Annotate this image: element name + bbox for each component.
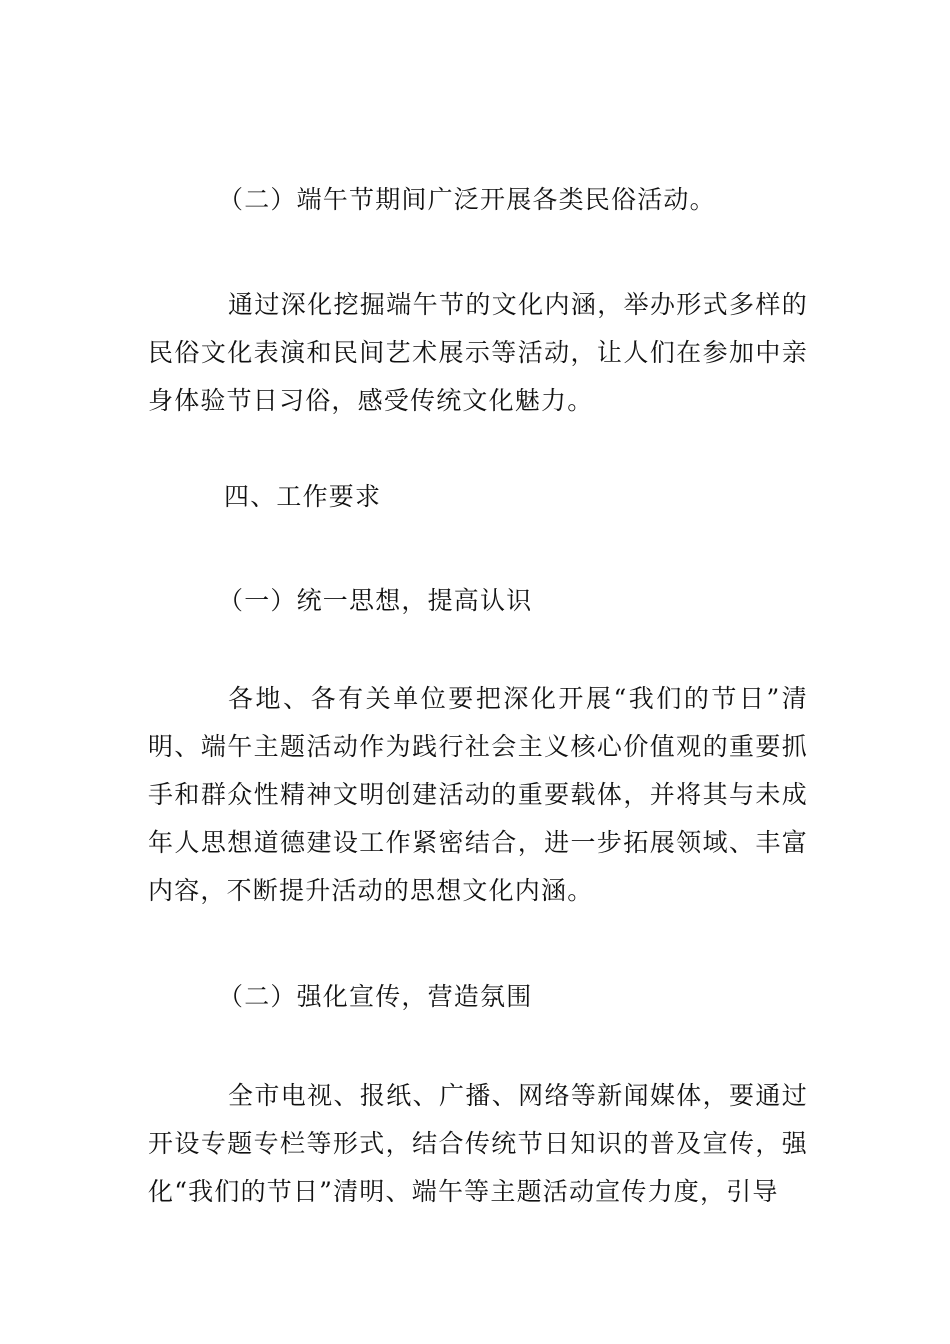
section-heading-work-requirements: 四、工作要求 — [224, 482, 382, 511]
paragraph-strengthen-publicity: 全市电视、报纸、广播、网络等新闻媒体，要通过开设专题专栏等形式，结合传统节日知识的普及宣传，强化“我们的节日”清明、端午等主题活动宣传力度，引导 — [148, 1081, 808, 1206]
subheading-unify-thinking: （一）统一思想，提高认识 — [218, 586, 533, 615]
subheading-strengthen-publicity: （二）强化宣传，营造氛围 — [218, 982, 533, 1011]
paragraph-unify-thinking: 各地、各有关单位要把深化开展“我们的节日”清明、端午主题活动作为践行社会主义核心价值观的重要抓手和群众性精神文明创建活动的重要载体，并将其与未成年人思想道德建设工作紧密结合，进一步拓展领域、丰富内容，不断提升活动的思想文化内涵。 — [148, 684, 808, 905]
paragraph-folk-activities: 通过深化挖掘端午节的文化内涵，举办形式多样的民俗文化表演和民间艺术展示等活动，让人们在参加中亲身体验节日习俗，感受传统文化魅力。 — [148, 290, 808, 415]
subheading-folk-activities: （二）端午节期间广泛开展各类民俗活动。 — [218, 185, 716, 214]
